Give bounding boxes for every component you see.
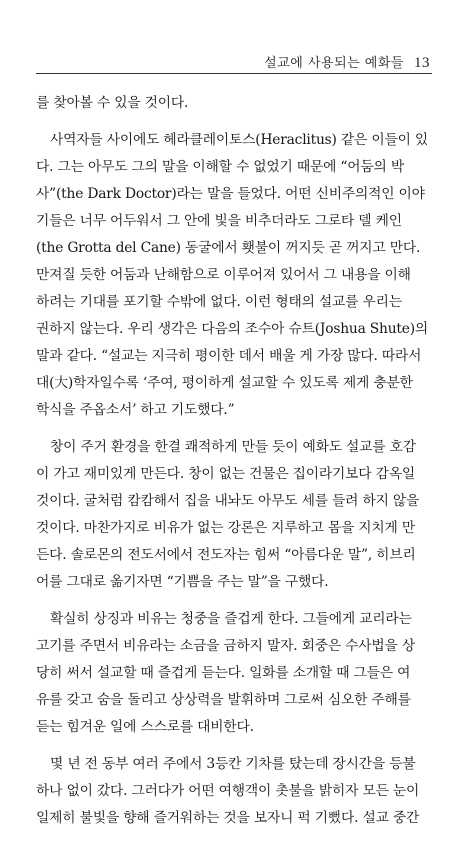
text-line: 당히 써서 설교할 때 즐겁게 듣는다. 일화를 소개할 때 그들은 여 [36, 665, 411, 681]
text-line: 다. 그는 아무도 그의 말을 이해할 수 없었기 때문에 “어둠의 박 [36, 159, 404, 175]
header-rule [36, 73, 432, 74]
text-line: 유를 갖고 숨을 돌리고 상상력을 발휘하며 그로써 심오한 주해를 [36, 692, 411, 708]
text-line: 만져질 듯한 어둠과 난해함으로 이루어져 있어서 그 내용을 이해 [36, 267, 411, 283]
text-line: 고기를 주면서 비유라는 소금을 금하지 말자. 회중은 수사법을 상 [36, 638, 415, 654]
running-head [264, 52, 430, 72]
paragraph [36, 606, 434, 741]
paragraph [36, 127, 434, 424]
paragraph [36, 90, 434, 117]
text-line: (the Grotta del Cane) 동굴에서 횃불이 꺼지듯 곧 꺼지고 만다. [36, 240, 421, 256]
text-line: 대(大)학자일수록 ‘주여, 평이하게 설교할 수 있도록 제게 충분한 [36, 375, 413, 391]
text-line: 확실히 상징과 비유는 청중을 즐겁게 한다. 그들에게 교리라는 [50, 611, 412, 627]
page-number: 13 [414, 55, 430, 71]
text-line: 학식을 주옵소서’ 하고 기도했다.” [36, 402, 235, 418]
text-line: 창이 주거 환경을 한결 쾌적하게 만들 듯이 예화도 설교를 호감 [50, 439, 416, 455]
text-line: 듣는 힘겨운 일에 스스로를 대비한다. [36, 719, 254, 735]
text-line: 를 찾아볼 수 있을 것이다. [36, 95, 189, 111]
body-text [36, 90, 434, 842]
text-line: 든다. 솔로몬의 전도서에서 전도자는 힘써 “아름다운 말”, 히브리 [36, 547, 416, 563]
text-line: 사역자들 사이에도 헤라클레이토스(Heraclitus) 같은 이들이 있 [50, 132, 429, 148]
text-line: 어를 그대로 옮기자면 “기쁨을 주는 말”을 구했다. [36, 574, 329, 590]
text-line: 것이다. 마찬가지로 비유가 없는 강론은 지루하고 몸을 지치게 만 [36, 520, 415, 536]
text-line: 사”(the Dark Doctor)라는 말을 들었다. 어떤 신비주의적인 이야 [36, 186, 425, 202]
text-line: 말과 같다. “설교는 지극히 평이한 데서 배울 게 가장 많다. 따라서 [36, 348, 422, 364]
text-line: 기들은 너무 어두워서 그 안에 빛을 비추더라도 그로타 델 케인 [36, 213, 402, 229]
text-line: 것이다. 굴처럼 캄캄해서 집을 내놔도 아무도 세를 들려 하지 않을 [36, 493, 420, 509]
text-line: 일제히 불빛을 향해 즐거워하는 것을 보자니 퍽 기뻤다. 설교 중간 [36, 810, 420, 826]
text-line: 권하지 않는다. 우리 생각은 다음의 조수아 슈트(Joshua Shute)의 [36, 321, 429, 337]
running-head-title: 설교에 사용되는 예화들 [264, 56, 404, 71]
text-line: 몇 년 전 동부 여러 주에서 3등칸 기차를 탔는데 장시간을 등불 [50, 756, 416, 772]
text-line: 하나 없이 갔다. 그러다가 어떤 여행객이 촛불을 밝히자 모든 눈이 [36, 783, 420, 799]
paragraph [36, 751, 434, 832]
text-line: 이 가고 재미있게 만든다. 창이 없는 건물은 집이라기보다 감옥일 [36, 466, 415, 482]
text-line: 하려는 기대를 포기할 수밖에 없다. 이런 형태의 설교를 우리는 [36, 294, 402, 310]
paragraph [36, 434, 434, 596]
